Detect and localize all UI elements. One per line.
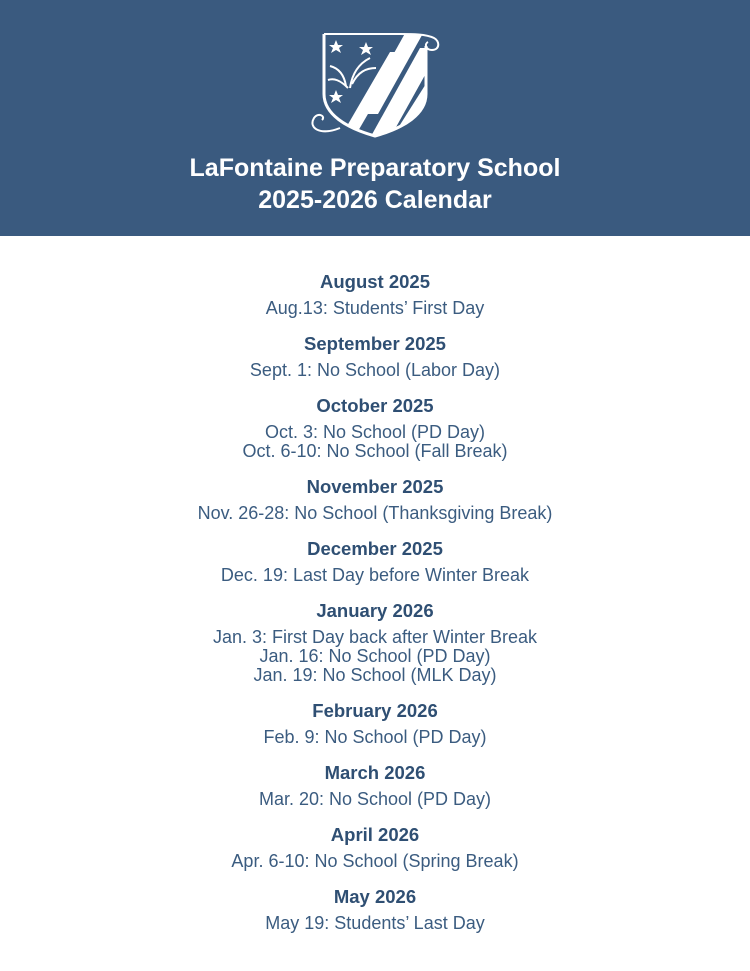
month-section	[0, 886, 750, 933]
month-heading: November 2025	[306, 476, 444, 497]
calendar-list	[0, 271, 750, 938]
month-section	[0, 271, 750, 318]
month-heading: April 2026	[330, 824, 420, 845]
calendar-event: May 19: Students’ Last Day	[265, 913, 485, 933]
month-heading: October 2025	[316, 395, 434, 416]
month-section	[0, 333, 750, 380]
month-section	[0, 700, 750, 747]
month-section	[0, 538, 750, 585]
calendar-event: Dec. 19: Last Day before Winter Break	[220, 565, 530, 585]
title-calendar-year: 2025-2026 Calendar	[258, 186, 492, 214]
calendar-event: Nov. 26-28: No School (Thanksgiving Break)	[197, 503, 553, 523]
school-crest-icon	[300, 28, 450, 140]
month-heading: May 2026	[333, 886, 417, 907]
calendar-event: Apr. 6-10: No School (Spring Break)	[231, 851, 519, 871]
month-section	[0, 476, 750, 523]
calendar-event: Feb. 9: No School (PD Day)	[263, 727, 487, 747]
calendar-event: Jan. 16: No School (PD Day)	[259, 646, 491, 666]
calendar-event: Oct. 3: No School (PD Day)	[264, 422, 486, 442]
calendar-event: Aug.13: Students’ First Day	[265, 298, 485, 318]
month-heading: December 2025	[307, 538, 443, 559]
month-heading: March 2026	[324, 762, 426, 783]
month-section	[0, 824, 750, 871]
page-title	[0, 152, 750, 216]
month-heading: September 2025	[304, 333, 446, 354]
month-heading: January 2026	[316, 600, 434, 621]
title-school-name: LaFontaine Preparatory School	[189, 154, 561, 182]
header-banner	[0, 0, 750, 236]
month-section	[0, 600, 750, 685]
month-section	[0, 395, 750, 461]
calendar-event: Sept. 1: No School (Labor Day)	[249, 360, 501, 380]
month-heading: August 2025	[319, 271, 430, 292]
month-section	[0, 762, 750, 809]
calendar-event: Jan. 19: No School (MLK Day)	[253, 665, 497, 685]
month-heading: February 2026	[312, 700, 438, 721]
calendar-event: Mar. 20: No School (PD Day)	[258, 789, 492, 809]
calendar-event: Jan. 3: First Day back after Winter Break	[212, 627, 538, 647]
calendar-event: Oct. 6-10: No School (Fall Break)	[242, 441, 508, 461]
